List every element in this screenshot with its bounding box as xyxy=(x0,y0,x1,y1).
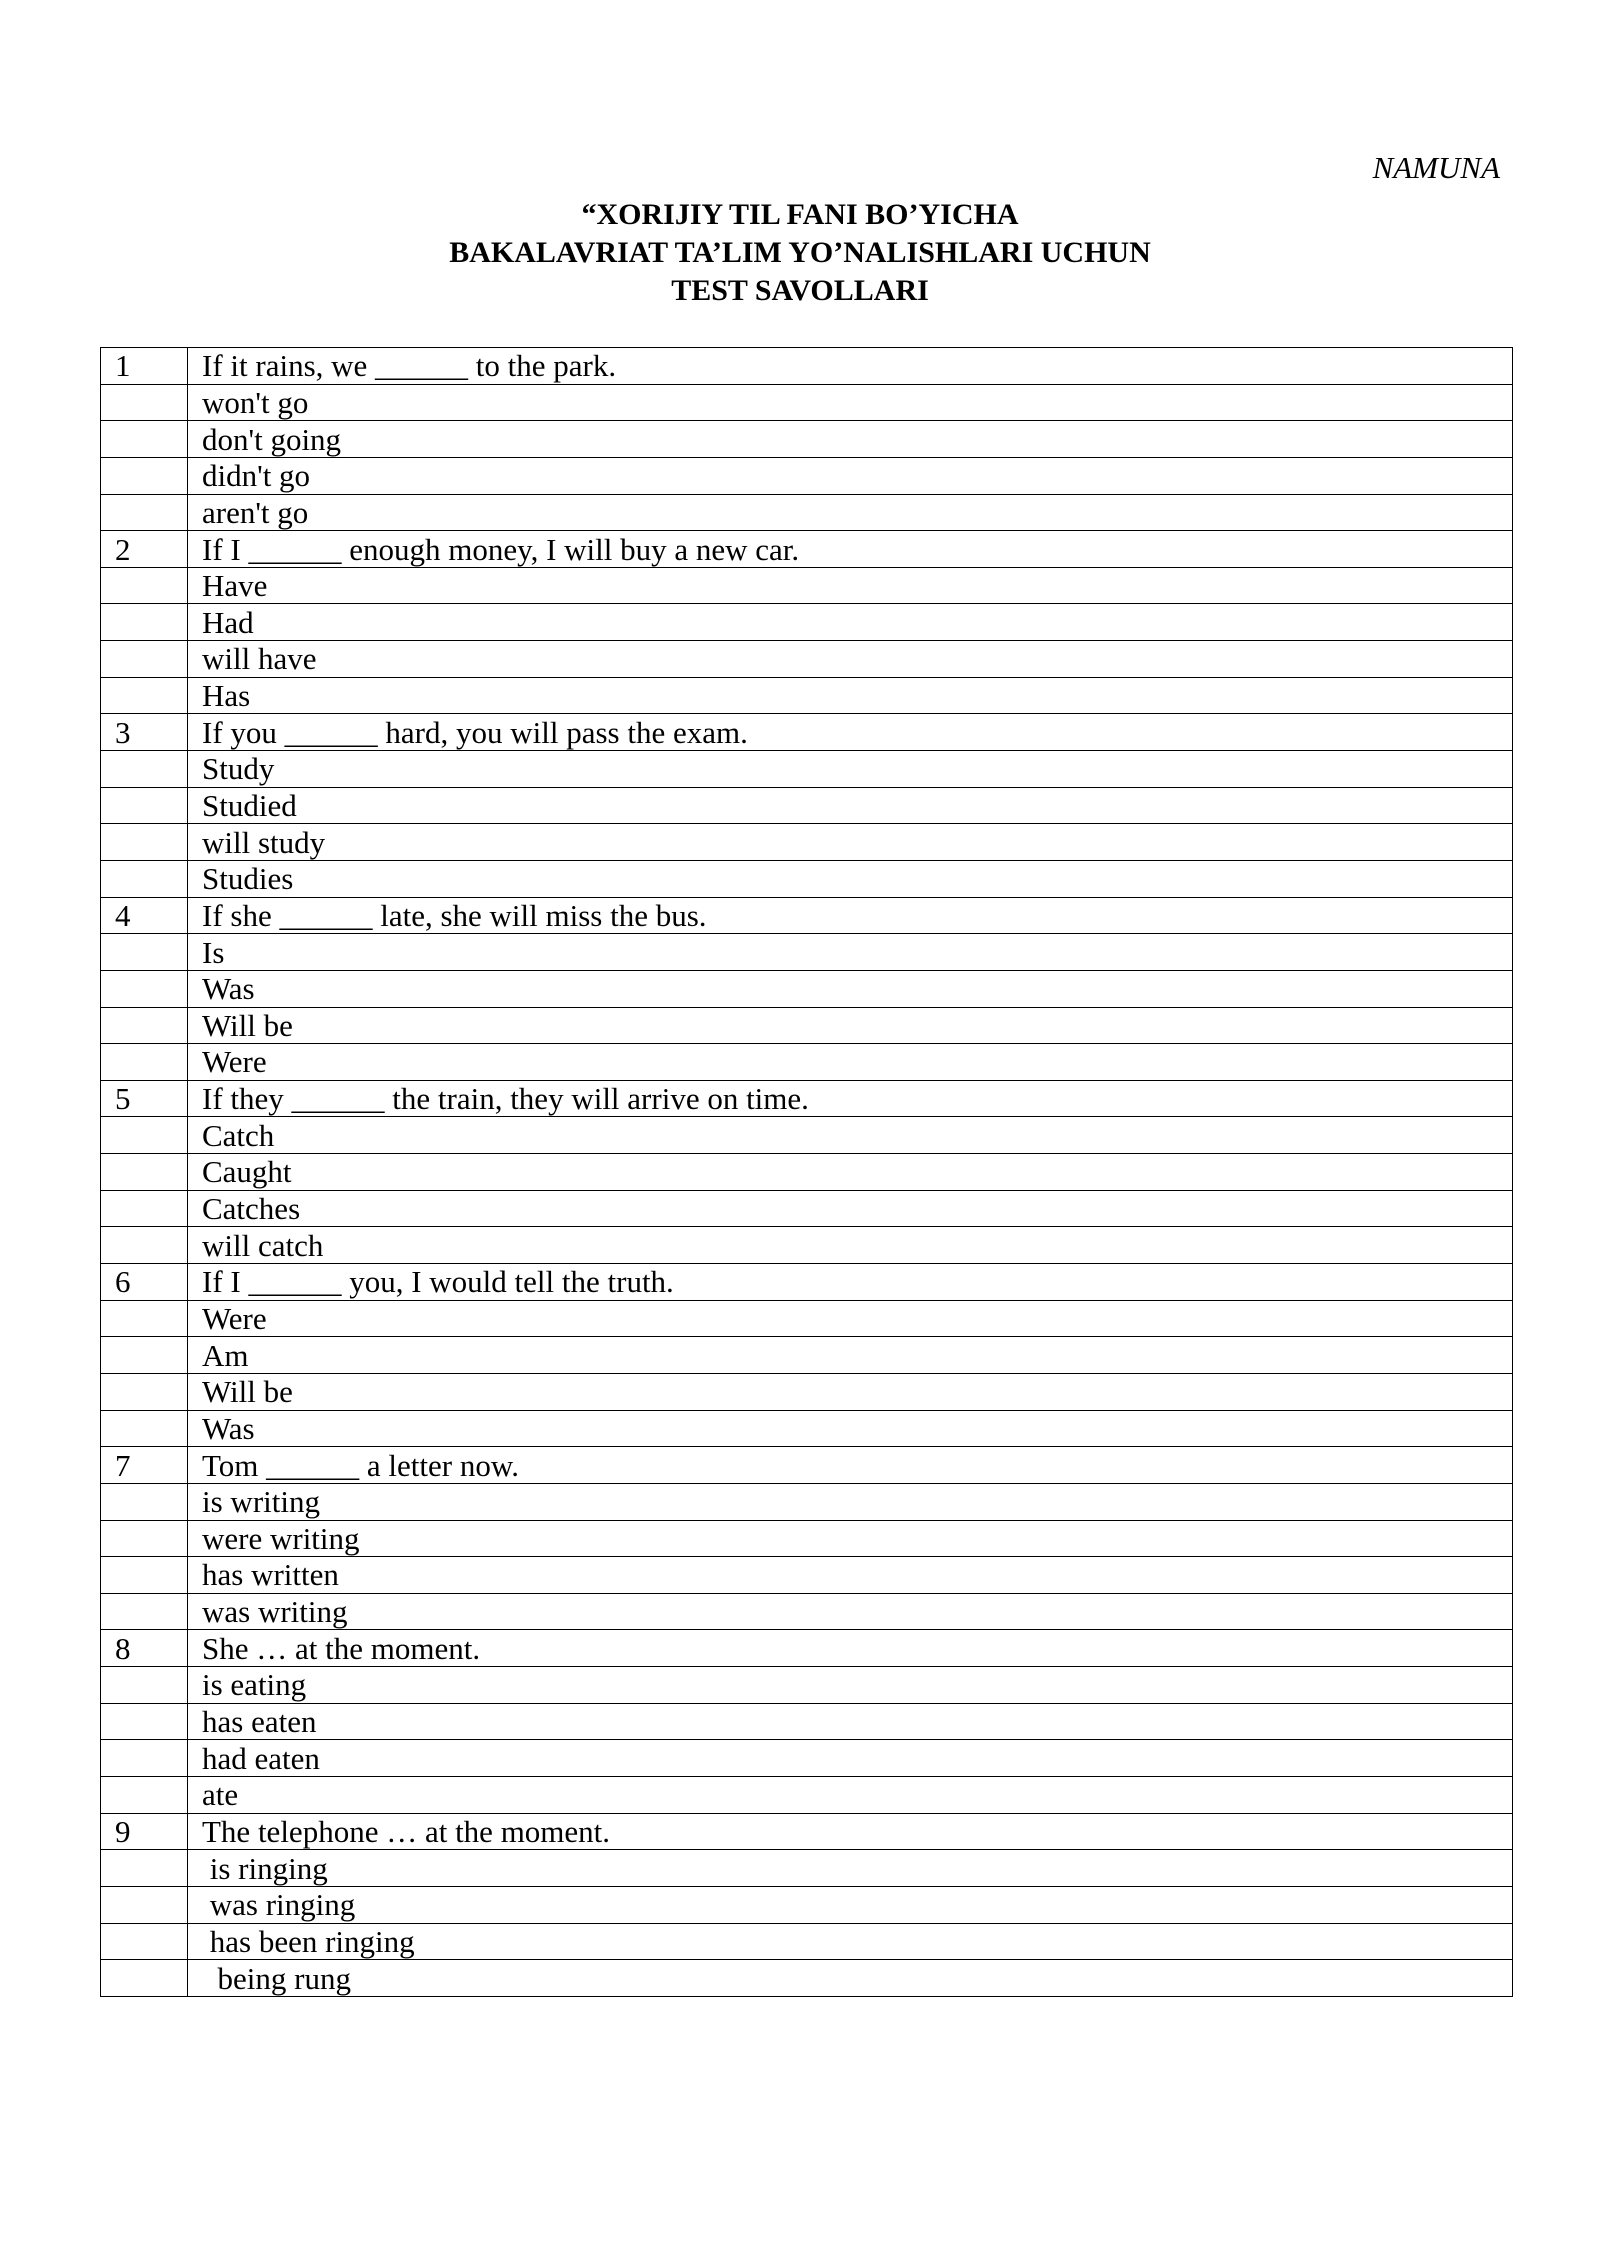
option-row xyxy=(101,1667,1513,1704)
answer-option: is eating xyxy=(188,1667,1513,1704)
answer-option: Studied xyxy=(188,787,1513,824)
option-row xyxy=(101,787,1513,824)
question-text: If they ______ the train, they will arrive on time. xyxy=(188,1080,1513,1117)
option-row xyxy=(101,1044,1513,1081)
answer-option: Was xyxy=(188,970,1513,1007)
empty-number-cell xyxy=(101,1886,188,1923)
option-row xyxy=(101,1373,1513,1410)
option-row xyxy=(101,1850,1513,1887)
question-text: The telephone … at the moment. xyxy=(188,1813,1513,1850)
option-row xyxy=(101,1117,1513,1154)
empty-number-cell xyxy=(101,1520,188,1557)
answer-option: Has xyxy=(188,677,1513,714)
sample-label: NAMUNA xyxy=(1372,150,1500,185)
question-text: If she ______ late, she will miss the bus. xyxy=(188,897,1513,934)
option-row xyxy=(101,641,1513,678)
empty-number-cell xyxy=(101,567,188,604)
question-number: 5 xyxy=(101,1080,188,1117)
option-row xyxy=(101,1190,1513,1227)
answer-option: didn't go xyxy=(188,457,1513,494)
answer-option: ate xyxy=(188,1776,1513,1813)
answer-option: aren't go xyxy=(188,494,1513,531)
option-row xyxy=(101,1007,1513,1044)
empty-number-cell xyxy=(101,1154,188,1191)
question-row xyxy=(101,714,1513,751)
question-row xyxy=(101,348,1513,385)
option-row xyxy=(101,1300,1513,1337)
empty-number-cell xyxy=(101,1850,188,1887)
answer-option: were writing xyxy=(188,1520,1513,1557)
answer-option: Was xyxy=(188,1410,1513,1447)
empty-number-cell xyxy=(101,824,188,861)
answer-option: is writing xyxy=(188,1483,1513,1520)
option-row xyxy=(101,1337,1513,1374)
question-row xyxy=(101,897,1513,934)
option-row xyxy=(101,1410,1513,1447)
empty-number-cell xyxy=(101,1557,188,1594)
option-row xyxy=(101,824,1513,861)
option-row xyxy=(101,457,1513,494)
answer-option: will study xyxy=(188,824,1513,861)
answer-option: being rung xyxy=(188,1960,1513,1997)
question-number: 8 xyxy=(101,1630,188,1667)
option-row xyxy=(101,970,1513,1007)
empty-number-cell xyxy=(101,1960,188,1997)
option-row xyxy=(101,1923,1513,1960)
empty-number-cell xyxy=(101,1776,188,1813)
option-row xyxy=(101,1703,1513,1740)
answer-option: was writing xyxy=(188,1593,1513,1630)
option-row xyxy=(101,751,1513,788)
answer-option: Were xyxy=(188,1300,1513,1337)
answer-option: Were xyxy=(188,1044,1513,1081)
empty-number-cell xyxy=(101,641,188,678)
empty-number-cell xyxy=(101,1593,188,1630)
answer-option: Have xyxy=(188,567,1513,604)
empty-number-cell xyxy=(101,751,188,788)
empty-number-cell xyxy=(101,787,188,824)
answer-option: Will be xyxy=(188,1007,1513,1044)
empty-number-cell xyxy=(101,421,188,458)
question-number: 9 xyxy=(101,1813,188,1850)
empty-number-cell xyxy=(101,1337,188,1374)
answer-option: had eaten xyxy=(188,1740,1513,1777)
option-row xyxy=(101,1557,1513,1594)
question-row xyxy=(101,1264,1513,1301)
empty-number-cell xyxy=(101,1667,188,1704)
question-text: She … at the moment. xyxy=(188,1630,1513,1667)
option-row xyxy=(101,860,1513,897)
empty-number-cell xyxy=(101,970,188,1007)
empty-number-cell xyxy=(101,604,188,641)
option-row xyxy=(101,494,1513,531)
title-line: TEST SAVOLLARI xyxy=(671,274,929,307)
option-row xyxy=(101,421,1513,458)
answer-option: has eaten xyxy=(188,1703,1513,1740)
answer-option: Study xyxy=(188,751,1513,788)
answer-option: will have xyxy=(188,641,1513,678)
option-row xyxy=(101,604,1513,641)
empty-number-cell xyxy=(101,457,188,494)
question-number: 2 xyxy=(101,531,188,568)
empty-number-cell xyxy=(101,494,188,531)
empty-number-cell xyxy=(101,1703,188,1740)
question-row xyxy=(101,1813,1513,1850)
question-text: If it rains, we ______ to the park. xyxy=(188,348,1513,385)
answer-option: don't going xyxy=(188,421,1513,458)
empty-number-cell xyxy=(101,677,188,714)
document-title xyxy=(0,196,1600,310)
option-row xyxy=(101,1740,1513,1777)
answer-option: has written xyxy=(188,1557,1513,1594)
question-text: Tom ______ a letter now. xyxy=(188,1447,1513,1484)
question-number: 4 xyxy=(101,897,188,934)
answer-option: Am xyxy=(188,1337,1513,1374)
answer-option: Is xyxy=(188,934,1513,971)
empty-number-cell xyxy=(101,1117,188,1154)
option-row xyxy=(101,1886,1513,1923)
question-number: 7 xyxy=(101,1447,188,1484)
question-number: 3 xyxy=(101,714,188,751)
title-line: BAKALAVRIAT TA’LIM YO’NALISHLARI UCHUN xyxy=(449,236,1151,269)
empty-number-cell xyxy=(101,934,188,971)
option-row xyxy=(101,384,1513,421)
question-row xyxy=(101,1080,1513,1117)
answer-option: Studies xyxy=(188,860,1513,897)
answer-option: Caught xyxy=(188,1154,1513,1191)
empty-number-cell xyxy=(101,1410,188,1447)
answer-option: was ringing xyxy=(188,1886,1513,1923)
empty-number-cell xyxy=(101,1044,188,1081)
question-row xyxy=(101,531,1513,568)
empty-number-cell xyxy=(101,1227,188,1264)
empty-number-cell xyxy=(101,1740,188,1777)
question-number: 6 xyxy=(101,1264,188,1301)
question-text: If I ______ you, I would tell the truth. xyxy=(188,1264,1513,1301)
option-row xyxy=(101,677,1513,714)
test-questions-table xyxy=(100,347,1513,1997)
answer-option: is ringing xyxy=(188,1850,1513,1887)
option-row xyxy=(101,1776,1513,1813)
empty-number-cell xyxy=(101,1483,188,1520)
option-row xyxy=(101,934,1513,971)
empty-number-cell xyxy=(101,1373,188,1410)
answer-option: Had xyxy=(188,604,1513,641)
question-text: If you ______ hard, you will pass the exam. xyxy=(188,714,1513,751)
question-row xyxy=(101,1630,1513,1667)
question-row xyxy=(101,1447,1513,1484)
option-row xyxy=(101,1960,1513,1997)
question-text: If I ______ enough money, I will buy a new car. xyxy=(188,531,1513,568)
empty-number-cell xyxy=(101,860,188,897)
answer-option: will catch xyxy=(188,1227,1513,1264)
empty-number-cell xyxy=(101,1190,188,1227)
option-row xyxy=(101,1154,1513,1191)
answer-option: won't go xyxy=(188,384,1513,421)
option-row xyxy=(101,1227,1513,1264)
empty-number-cell xyxy=(101,384,188,421)
option-row xyxy=(101,567,1513,604)
option-row xyxy=(101,1483,1513,1520)
empty-number-cell xyxy=(101,1923,188,1960)
answer-option: has been ringing xyxy=(188,1923,1513,1960)
answer-option: Will be xyxy=(188,1373,1513,1410)
empty-number-cell xyxy=(101,1007,188,1044)
option-row xyxy=(101,1520,1513,1557)
empty-number-cell xyxy=(101,1300,188,1337)
answer-option: Catches xyxy=(188,1190,1513,1227)
option-row xyxy=(101,1593,1513,1630)
question-number: 1 xyxy=(101,348,188,385)
answer-option: Catch xyxy=(188,1117,1513,1154)
title-line: “XORIJIY TIL FANI BO’YICHA xyxy=(581,198,1019,231)
